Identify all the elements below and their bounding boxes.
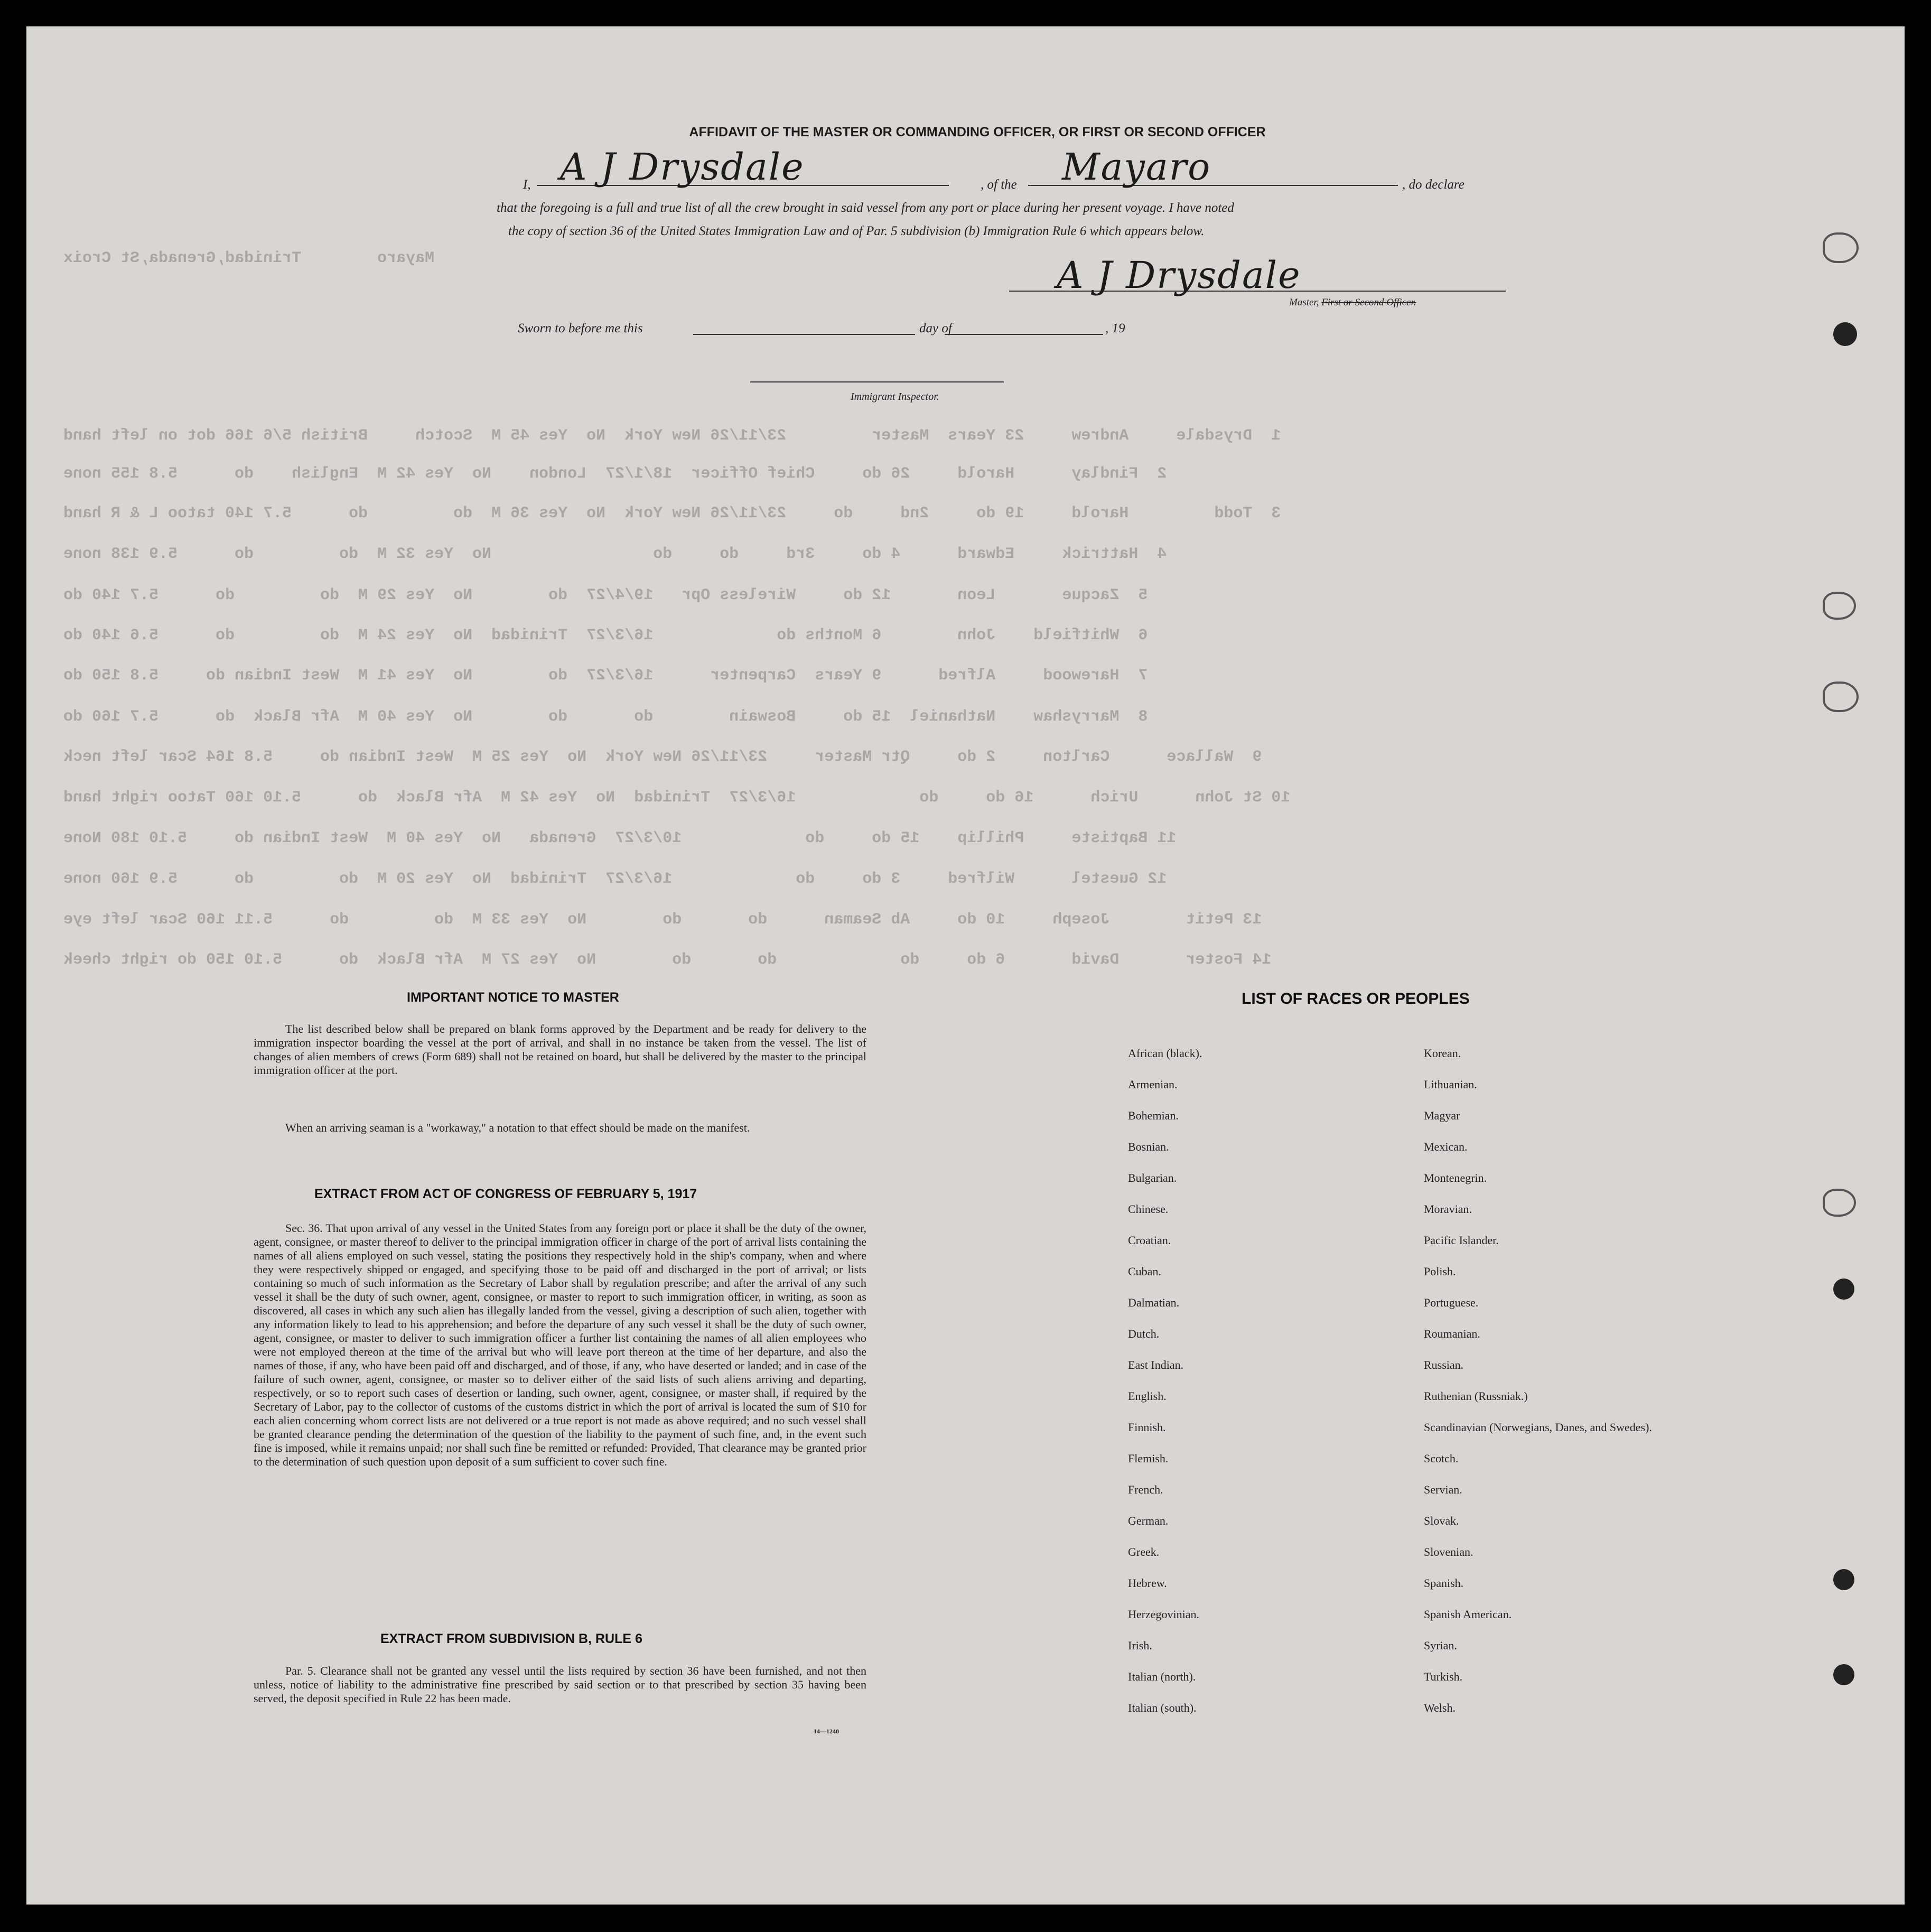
races-column-right bbox=[1424, 1047, 1652, 1733]
notice-title: IMPORTANT NOTICE TO MASTER bbox=[407, 990, 619, 1005]
binder-clip-icon bbox=[1823, 232, 1859, 263]
race-item: Herzegovinian. bbox=[1128, 1608, 1199, 1621]
race-item: Scotch. bbox=[1424, 1452, 1459, 1465]
race-item: Russian. bbox=[1424, 1358, 1464, 1371]
bleed-through-line: 8 Marryshaw Nathaniel 15 do Boswain do do No Yes 40 M Afr Black do 5.7 160 do bbox=[63, 708, 1148, 726]
race-item: Turkish. bbox=[1424, 1670, 1463, 1683]
bleed-through-line: 11 Baptiste Phillip 15 do do 10/3/27 Grenada No Yes 40 M West Indian do 5.10 180 None bbox=[63, 829, 1177, 847]
binder-clip-icon bbox=[1823, 1189, 1856, 1217]
punch-hole-icon bbox=[1833, 1664, 1854, 1685]
act-paragraph: Sec. 36. That upon arrival of any vessel in the United States from any foreign port or place it shall be the duty of the owner, agent, consignee, or master thereof to deliver to the principal immigration officer in charge of the port of arrival lists containing the names of all aliens employed on such vessel, stating the positions they respectively hold in the ship's company, when and where they were respectively shipped or engaged, and specifying those to be paid off and discharged in the port of arrival; or lists containing so much of such information as the Secretary of Labor shall by regulation prescribe; and after the arrival of any such vessel it shall be the duty of such owner, agent, consignee, or master to report to such immigration officer, in writing, as soon as discovered, all cases in which any such alien has illegally landed from the vessel, giving a description of such alien, together with any information likely to lead to his apprehension; and before the departure of any such vessel it shall be the duty of such owner, agent, consignee, or master to deliver to such immigration officer a further list containing the names of all alien employees who were not employed thereon at the time of the arrival but who will leave port thereon at the time of her departure, and also the names of those, if any, who have been paid off and discharged, and of those, if any, who have deserted or landed; and in case of the failure of such owner, agent, consignee, or master so to deliver either of the said lists of such aliens arriving and departing, respectively, or so to report such cases of desertion or landing, such owner, agent, consignee, or master shall, if required by the Secretary of Labor, pay to the collector of customs of the customs district in which the port of arrival is located the sum of $10 for each alien concerning whom correct lists are not delivered or a true report is not made as above required; and no such vessel shall be granted clearance pending the determination of the question of the liability to the payment of such fine, and, in the event such fine is imposed, while it remains unpaid; nor shall such fine be remitted or refunded: Provided, That clearance may be granted prior to the determination of such question upon deposit of a sum sufficient to cover such fine. bbox=[254, 1221, 866, 1468]
binder-clip-icon bbox=[1823, 682, 1859, 712]
notice-paragraph-1: The list described below shall be prepared on blank forms approved by the Department and be ready for delivery to the immigration inspector boarding the vessel at the port of arrival, and shall in no instance be taken from the vessel. The list of changes of alien members of crews (Form 689) shall not be retained on board, but shall be delivered by the master to the principal immigration officer at the port. bbox=[254, 1022, 866, 1077]
race-item: Portuguese. bbox=[1424, 1296, 1479, 1309]
bleed-through-line: 10 St John Urich 16 do do 16/3/27 Trinidad No Yes 42 M Afr Black do 5.10 160 Tatoo right hand bbox=[63, 789, 1291, 807]
race-item: French. bbox=[1128, 1483, 1163, 1496]
race-item: Hebrew. bbox=[1128, 1576, 1167, 1590]
race-item: Spanish American. bbox=[1424, 1608, 1512, 1621]
sworn-day-blank bbox=[693, 334, 915, 335]
do-declare-label: , do declare bbox=[1402, 178, 1464, 192]
bleed-through-line: 3 Todd Harold 19 do 2nd do 23/11/26 New York No Yes 36 M do do 5.7 140 tatoo L & R hand bbox=[63, 505, 1281, 522]
bleed-through-line: 4 Hattrick Edward 4 do 3rd do do No Yes 32 M do do 5.9 138 none bbox=[63, 545, 1167, 563]
bleed-through-line: 12 Guestel Wilfred 3 do do 16/3/27 Trinidad No Yes 20 M do do 5.9 160 none bbox=[63, 870, 1167, 888]
year-label: , 19 bbox=[1105, 321, 1125, 335]
signature-title-master: Master, bbox=[1289, 297, 1319, 308]
race-item: Roumanian. bbox=[1424, 1327, 1480, 1340]
act-title: EXTRACT FROM ACT OF CONGRESS OF FEBRUARY 5, 1917 bbox=[314, 1187, 697, 1201]
race-item: Bosnian. bbox=[1128, 1140, 1169, 1153]
race-item: Ruthenian (Russniak.) bbox=[1424, 1389, 1528, 1403]
race-item: Polish. bbox=[1424, 1265, 1456, 1278]
race-item: Dutch. bbox=[1128, 1327, 1160, 1340]
of-the-label: , of the bbox=[981, 178, 1017, 192]
race-item: Armenian. bbox=[1128, 1078, 1178, 1091]
inspector-label: Immigrant Inspector. bbox=[851, 391, 939, 403]
race-item: Finnish. bbox=[1128, 1421, 1166, 1434]
bleed-through-line: 1 Drysdale Andrew 23 Years Master 23/11/26 New York No Yes 45 M Scotch British 5/6 166 dot on left hand bbox=[63, 427, 1281, 445]
race-item: Servian. bbox=[1424, 1483, 1462, 1496]
bleed-through-line: 2 Findlay Harold 26 do Chief Officer 18/1/27 London No Yes 42 M English do 5.8 155 none bbox=[63, 465, 1167, 483]
bleed-through-line: 5 Zacque Leon 12 do Wireless Opr 19/4/27 do No Yes 29 M do do 5.7 140 do bbox=[63, 586, 1148, 604]
race-item: Lithuanian. bbox=[1424, 1078, 1477, 1091]
race-item: German. bbox=[1128, 1514, 1169, 1527]
manifest-page bbox=[26, 26, 1905, 1905]
master-signature: A J Drysdale bbox=[1057, 254, 1301, 297]
day-of-label: day of bbox=[919, 321, 952, 335]
race-item: Slovenian. bbox=[1424, 1545, 1473, 1558]
affidavit-text-line-1: that the foregoing is a full and true list of all the crew brought in said vessel from any port or place during her present voyage. I have noted bbox=[497, 201, 1234, 215]
races-column-left bbox=[1128, 1047, 1202, 1733]
form-code: 14—1240 bbox=[814, 1728, 839, 1735]
bleed-through-line: 14 Foster David 6 do do do do No Yes 27 M Afr Black do 5.10 150 do right cheek bbox=[63, 951, 1272, 969]
race-item: Cuban. bbox=[1128, 1265, 1161, 1278]
race-item: Korean. bbox=[1424, 1047, 1461, 1060]
race-item: Slovak. bbox=[1424, 1514, 1459, 1527]
race-item: Dalmatian. bbox=[1128, 1296, 1180, 1309]
race-item: Bulgarian. bbox=[1128, 1171, 1177, 1184]
race-item: Italian (north). bbox=[1128, 1670, 1196, 1683]
punch-hole-icon bbox=[1833, 1278, 1854, 1300]
race-item: Flemish. bbox=[1128, 1452, 1169, 1465]
race-item: Mexican. bbox=[1424, 1140, 1468, 1153]
race-item: Bohemian. bbox=[1128, 1109, 1179, 1122]
races-title: LIST OF RACES OR PEOPLES bbox=[1242, 990, 1470, 1007]
affidavit-i-label: I, bbox=[523, 178, 531, 192]
race-item: Scandinavian (Norwegians, Danes, and Swedes). bbox=[1424, 1421, 1652, 1434]
rule-paragraph: Par. 5. Clearance shall not be granted any vessel until the lists required by section 36 have been furnished, and not then unless, notice of liability to the administrative fine prescribed by said section or to that prescribed by section 35 having been served, the deposit specified in Rule 22 has been made. bbox=[254, 1664, 866, 1705]
race-item: Spanish. bbox=[1424, 1576, 1464, 1590]
race-item: Syrian. bbox=[1424, 1639, 1457, 1652]
notice-paragraph-2: When an arriving seaman is a "workaway," a notation to that effect should be made on the manifest. bbox=[285, 1121, 750, 1134]
binder-clip-icon bbox=[1823, 592, 1856, 620]
race-item: Magyar bbox=[1424, 1109, 1460, 1122]
signature-title-struck: First or Second Officer. bbox=[1321, 297, 1416, 308]
punch-hole-icon bbox=[1833, 1569, 1854, 1590]
bleed-through-line: Mayaro Trinidad,Grenada,St Croix bbox=[63, 249, 435, 267]
race-item: Greek. bbox=[1128, 1545, 1160, 1558]
race-item: English. bbox=[1128, 1389, 1167, 1403]
bleed-through-line: 7 Harewood Alfred 9 Years Carpenter 16/3/27 do No Yes 41 M West Indian do 5.8 150 do bbox=[63, 667, 1148, 685]
signature-title bbox=[1289, 297, 1416, 309]
rule-title: EXTRACT FROM SUBDIVISION B, RULE 6 bbox=[380, 1631, 642, 1646]
race-item: Pacific Islander. bbox=[1424, 1234, 1499, 1247]
race-item: Croatian. bbox=[1128, 1234, 1171, 1247]
race-item: Chinese. bbox=[1128, 1202, 1169, 1216]
bleed-through-line: 13 Petit Joseph 10 do Ab Seaman do do No Yes 33 M do do 5.11 160 Scar left eye bbox=[63, 911, 1262, 929]
race-item: Montenegrin. bbox=[1424, 1171, 1487, 1184]
bleed-through-line: 6 Whitfield John 6 Months do 16/3/27 Trinidad No Yes 24 M do do 5.6 140 do bbox=[63, 627, 1148, 645]
sworn-label: Sworn to before me this bbox=[518, 321, 643, 335]
inspector-signature-blank bbox=[750, 381, 1004, 382]
race-item: East Indian. bbox=[1128, 1358, 1184, 1371]
race-item: Welsh. bbox=[1424, 1701, 1456, 1714]
sworn-month-blank bbox=[945, 334, 1103, 335]
race-item: Irish. bbox=[1128, 1639, 1152, 1652]
race-item: Italian (south). bbox=[1128, 1701, 1197, 1714]
bleed-through-line: 9 Wallace Carlton 2 do Qtr Master 23/11/26 New York No Yes 25 M West Indian do 5.8 164 Scar left neck bbox=[63, 748, 1262, 766]
race-item: Moravian. bbox=[1424, 1202, 1472, 1216]
punch-hole-icon bbox=[1833, 322, 1857, 346]
vessel-name-handwritten: Mayaro bbox=[1062, 145, 1211, 189]
master-name-handwritten: A J Drysdale bbox=[560, 145, 805, 189]
affidavit-heading: AFFIDAVIT OF THE MASTER OR COMMANDING OFFICER, OR FIRST OR SECOND OFFICER bbox=[689, 125, 1266, 139]
race-item: African (black). bbox=[1128, 1047, 1202, 1060]
affidavit-text-line-2: the copy of section 36 of the United States Immigration Law and of Par. 5 subdivision (b) Immigration Rule 6 which appears below. bbox=[508, 224, 1205, 238]
